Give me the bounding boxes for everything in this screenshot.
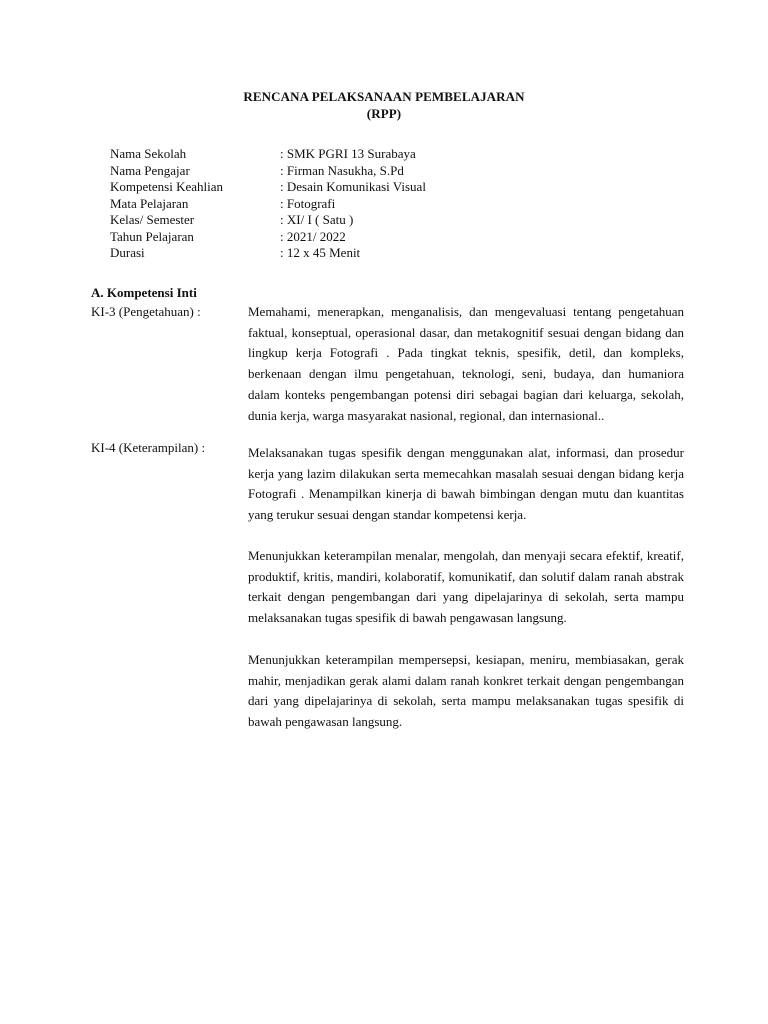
info-row-subject — [110, 196, 426, 213]
info-value: : Firman Nasukha, S.Pd — [280, 162, 404, 178]
info-label: Nama Pengajar — [110, 162, 190, 178]
info-row-school — [110, 146, 426, 163]
info-label: Durasi — [110, 245, 145, 260]
info-row-teacher — [110, 163, 426, 180]
info-value: : Fotografi — [280, 195, 336, 211]
info-row-competency — [110, 179, 426, 196]
info-label: Nama Sekolah — [110, 146, 187, 161]
ki4-paragraph-2: Menunjukkan keterampilan menalar, mengolah, dan menyaji secara efektif, kreatif, produktif, kritis, mandiri, kolaboratif, komunikatif, dan solutif dalam ranah abstrak terkait dengan pengembangan dari yang dipelajarinya di sekolah, serta mampu melaksanakan tugas spesifik di bawah pengawasan langsung. — [248, 548, 684, 626]
ki4-paragraph-3: Menunjukkan keterampilan mempersepsi, kesiapan, meniru, membiasakan, gerak mahir, menjadikan gerak alami dalam ranah konkret terkait dengan pengembangan dari yang dipelajarinya di sekolah, serta mampu melaksanakan tugas spesifik di bawah pengawasan langsung. — [248, 652, 684, 730]
info-row-duration — [110, 245, 426, 262]
info-value: : XI/ I ( Satu ) — [280, 212, 354, 227]
info-value: : 2021/ 2022 — [280, 228, 346, 244]
info-value: : Desain Komunikasi Visual — [280, 179, 426, 194]
document-title: RENCANA PELAKSANAAN PEMBELAJARAN — [243, 89, 525, 104]
ki3-paragraph: Memahami, menerapkan, menganalisis, dan mengevaluasi tentang pengetahuan faktual, konseptual, operasional dasar, dan metakognitif sesuai dengan bidang dan lingkup kerja Fotografi . Pada tingkat teknis, spesifik, detil, dan kompleks, berkenaan dengan ilmu pengetahuan, teknologi, seni, budaya, dan humaniora dalam konteks pengembangan potensi diri sebagai bagian dari keluarga, sekolah, dunia kerja, warga masyarakat nasional, regional, dan internasional.. — [248, 304, 684, 423]
ki3-label: KI-3 (Pengetahuan) : — [91, 304, 201, 319]
identity-table — [110, 146, 426, 262]
document-subtitle: (RPP) — [366, 106, 402, 121]
info-label: Tahun Pelajaran — [110, 228, 194, 244]
info-row-year — [110, 229, 426, 246]
info-value: : 12 x 45 Menit — [280, 245, 361, 260]
info-value: : SMK PGRI 13 Surabaya — [280, 146, 416, 161]
info-label: Kelas/ Semester — [110, 212, 195, 227]
info-row-class — [110, 212, 426, 229]
info-label: Mata Pelajaran — [110, 195, 189, 211]
ki4-paragraph-1: Melaksanakan tugas spesifik dengan menggunakan alat, informasi, dan prosedur kerja yang lazim dilakukan serta memecahkan masalah sesuai dengan bidang kerja Fotografi . Menampilkan kinerja di bawah bimbingan dengan mutu dan kuantitas yang terukur sesuai dengan standar kompetensi kerja. — [248, 445, 684, 523]
ki4-label: KI-4 (Keterampilan) : — [91, 440, 206, 455]
info-label: Kompetensi Keahlian — [110, 179, 223, 194]
section-heading-kompetensi-inti: A. Kompetensi Inti — [91, 285, 197, 300]
